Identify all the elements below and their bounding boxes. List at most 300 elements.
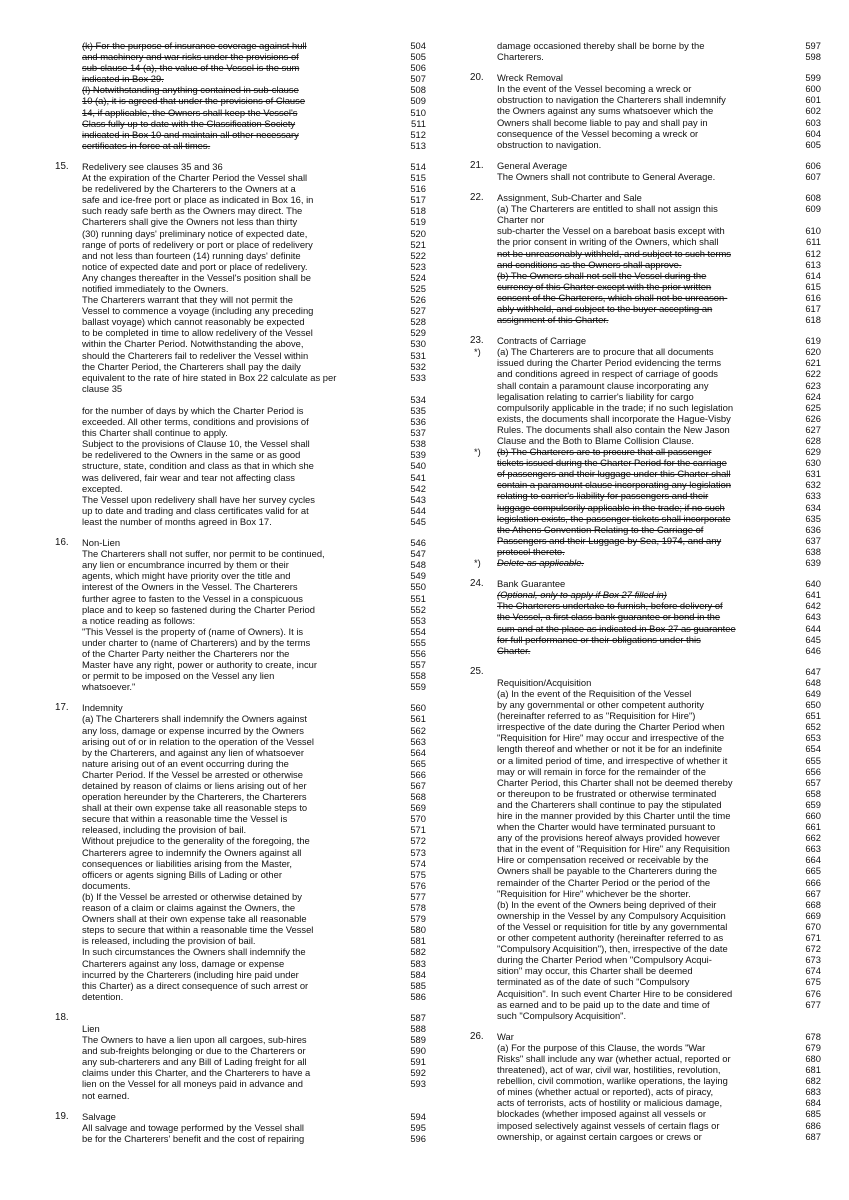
line-text: and not less than fourteen (14) running days' definite (82, 249, 301, 261)
text-line (497, 887, 821, 899)
line-text: and conditions agreed in respect of carriage of goods (497, 368, 718, 380)
line-text: not earned. (82, 1089, 130, 1101)
line-number: 672 (805, 943, 821, 955)
line-text: documents. (82, 879, 131, 891)
text-line (497, 687, 821, 699)
text-line (497, 214, 815, 225)
text-line (497, 138, 821, 150)
line-number: 620 (805, 346, 821, 358)
text-line (497, 876, 821, 888)
line-text: In such circumstances the Owners shall indemnify the (82, 946, 306, 958)
text-line (497, 379, 821, 391)
line-text: ownership in the Vessel by any Compulsory Acquisition (497, 909, 726, 921)
text-line (497, 976, 821, 988)
text-line (497, 490, 821, 502)
text-line (497, 247, 821, 259)
line-number: 671 (805, 932, 821, 944)
line-number: 626 (805, 412, 821, 424)
text-line (82, 869, 426, 880)
line-number: 581 (410, 935, 426, 947)
line-number: 560 (410, 702, 426, 714)
text-line (497, 501, 821, 513)
line-text: Class fully up to date with the Classification Society (82, 117, 296, 129)
line-text: assignment of this Charter. (497, 314, 609, 326)
line-text: irrespective of the date during the Charter Period when (497, 721, 725, 733)
text-line (497, 865, 821, 877)
text-line (82, 205, 426, 216)
line-text: rebellion, civil commotion, warlike operations, the laying (497, 1075, 728, 1087)
text-line (497, 479, 821, 491)
line-text: the Owners against any sums whatsoever which the (497, 105, 714, 117)
line-number: 565 (410, 757, 426, 769)
line-text: incurred by the Charterers (including hire paid under (82, 968, 299, 980)
line-text: that in the event of "Requisition for Hire" any Requisition (497, 843, 730, 855)
text-line (82, 361, 426, 372)
line-text: Charter. (497, 644, 531, 656)
clause-number: 24. (470, 578, 484, 590)
line-text: this Charter) as a direct consequence of such arrest or (82, 979, 309, 991)
text-line (82, 438, 426, 449)
clause-text (497, 192, 821, 326)
line-text: (a) The Charterers are to procure that all documents (497, 346, 714, 358)
line-number: 572 (410, 835, 426, 847)
line-text: hire in the manner provided by this Charter until the time (497, 810, 731, 821)
line-text: Indemnity (82, 702, 123, 714)
line-number: 512 (410, 128, 426, 140)
line-number: 537 (410, 427, 426, 439)
line-number: 513 (410, 139, 426, 151)
text-line (497, 545, 821, 557)
text-line (82, 902, 426, 913)
text-line (82, 73, 426, 84)
text-line (82, 637, 426, 648)
clause-number: 20. (470, 72, 484, 84)
line-text: "Compulsory Acquisition"), then, irrespective of the date (497, 943, 728, 955)
text-line (82, 769, 426, 780)
clause-block (470, 40, 821, 63)
line-text: Delete as applicable. (497, 557, 585, 569)
clause-text (497, 578, 821, 656)
line-text: indicated in Box 10 and maintain all other necessary (82, 128, 299, 140)
clause-block (55, 537, 426, 693)
text-line (497, 854, 821, 866)
line-text: The Owners shall not contribute to General Average. (497, 170, 716, 182)
line-text: or other competent authority (hereinafter referred to as (497, 932, 724, 944)
text-line (497, 987, 821, 999)
text-line (497, 346, 821, 358)
line-text: exceeded. All other terms, conditions and provisions of (82, 416, 309, 428)
text-line (497, 589, 821, 601)
clause-number: 15. (55, 160, 69, 172)
text-line (497, 357, 821, 369)
line-number: 546 (410, 537, 426, 549)
line-text: The Owners to have a lien upon all cargoes, sub-hires (82, 1034, 307, 1046)
line-text: legislation exists, the passenger tickets shall incorporate (497, 512, 731, 524)
text-line (497, 843, 821, 855)
line-number: 510 (410, 106, 426, 118)
line-number: 657 (805, 776, 821, 788)
line-text: safe and ice-free port or place as indicated in Box 16, in (82, 194, 314, 206)
line-text: compulsorily applicable in the trade; if no such legislation (497, 401, 734, 413)
line-text: indicated in Box 29. (82, 73, 164, 85)
line-number: 636 (805, 523, 821, 535)
line-number: 551 (410, 592, 426, 604)
line-text: blockades (whether imposed against all vessels or (497, 1108, 706, 1120)
text-line (497, 269, 821, 281)
line-text: Contracts of Carriage (497, 335, 587, 347)
line-number: 600 (805, 83, 821, 95)
line-text: ballast voyage) which cannot reasonably be expected (82, 316, 305, 328)
line-number: 653 (805, 732, 821, 744)
text-line (82, 51, 426, 62)
line-number: 535 (410, 405, 426, 416)
line-number: 656 (805, 765, 821, 777)
line-text: be for the Charterers' benefit and the cost of repairing (82, 1132, 305, 1144)
text-line (82, 350, 426, 361)
text-line (82, 228, 426, 239)
clause-text (82, 40, 426, 151)
clause-text (497, 335, 821, 569)
line-text: was delivered, fair wear and tear not affecting class (82, 471, 295, 483)
line-text: luggage compulsorily applicable in the trade; if no such (497, 501, 725, 513)
line-number: 542 (410, 482, 426, 494)
clause-number: 25. (470, 665, 484, 677)
line-text: "This Vessel is the property of (name of Owners). It is (82, 625, 304, 637)
line-number: 638 (805, 545, 821, 557)
line-text: steps to secure that within a reasonable time the Vessel (82, 924, 314, 936)
line-number: 650 (805, 699, 821, 711)
text-line (497, 998, 821, 1010)
text-line (497, 401, 821, 413)
line-text: The Charterers undertake to furnish, before delivery of (497, 600, 723, 612)
line-number: 515 (410, 172, 426, 184)
line-number: 622 (805, 368, 821, 380)
line-number: 562 (410, 724, 426, 736)
line-text: threatened), act of war, civil war, hostilities, revolution, (497, 1064, 721, 1076)
line-text: (30) running days' preliminary notice of expected date, (82, 227, 308, 239)
line-text: of the Vessel or requisition for title by any governmental (497, 920, 728, 932)
line-text: interest of the Owners in the Vessel. The Charterers (82, 581, 298, 593)
line-number: 667 (805, 887, 821, 899)
line-text: 10 (a), it is agreed that under the provisions of Clause (82, 95, 306, 107)
line-number: 578 (410, 902, 426, 914)
line-number: 683 (805, 1086, 821, 1098)
line-number: 582 (410, 946, 426, 958)
text-line (82, 405, 426, 416)
line-text: consequences or liabilities arising from the Master, (82, 857, 292, 869)
footnote-marker: *) (474, 557, 481, 569)
line-text: up to date and trading and class certificates valid for at (82, 504, 309, 516)
line-text: and the Charterers shall continue to pay the stipulated (497, 798, 722, 810)
line-text: Passengers and their Luggage by Sea, 1974, and any (497, 534, 722, 546)
line-text: reason of a claim or claims against the Owners, the (82, 902, 296, 914)
line-number: 585 (410, 979, 426, 991)
clause-block (470, 335, 821, 569)
text-line (497, 676, 821, 688)
line-text: damage occasioned thereby shall be borne by the (497, 40, 705, 51)
line-number: 554 (410, 625, 426, 637)
text-line (82, 935, 426, 946)
text-line (82, 593, 426, 604)
line-text: or permit to be imposed on the Vessel any lien (82, 670, 275, 682)
text-line (82, 559, 426, 570)
line-number: 623 (805, 379, 821, 391)
text-line (82, 1090, 426, 1101)
line-number: 646 (805, 644, 821, 656)
line-text: Acquisition". In such event Charter Hire to be considered (497, 987, 733, 999)
text-line (497, 557, 821, 569)
text-line (497, 633, 821, 645)
line-text: Without prejudice to the generality of the foregoing, the (82, 835, 310, 847)
line-text: range of ports of redelivery or port or place of redelivery (82, 238, 313, 250)
line-number: 590 (410, 1045, 426, 1057)
line-number: 663 (805, 843, 821, 855)
text-line (82, 980, 426, 991)
line-number: 596 (410, 1132, 426, 1144)
line-text: The Charterers shall not suffer, nor permit to be continued, (82, 548, 325, 560)
line-number: 564 (410, 746, 426, 758)
text-line (82, 239, 426, 250)
line-number: 675 (805, 976, 821, 988)
line-text: (b) If the Vessel be arrested or otherwise detained by (82, 890, 302, 902)
text-line (82, 40, 426, 51)
text-line (497, 72, 821, 84)
line-number: 593 (410, 1078, 426, 1090)
line-text: shall at their own expense take all reasonable steps to (82, 802, 308, 814)
text-line (497, 258, 821, 270)
text-line (82, 736, 426, 747)
line-number: 533 (410, 371, 426, 383)
text-line (497, 765, 821, 777)
line-text: lien on the Vessel for all moneys paid in advance and (82, 1078, 303, 1090)
text-line (497, 611, 821, 623)
text-line (497, 280, 821, 292)
footnote-marker: *) (474, 346, 481, 358)
clause-text (82, 1110, 426, 1144)
line-number: 528 (410, 316, 426, 328)
line-text: equivalent to the rate of hire stated in Box 22 calculate as per (82, 371, 337, 383)
line-number: 519 (410, 216, 426, 228)
line-text: and sub-freights belonging or due to the Charterers or (82, 1045, 306, 1057)
clause-block (470, 1030, 821, 1142)
line-text: claims under this Charter, and the Charterers to have a (82, 1067, 311, 1079)
line-number: 545 (410, 515, 426, 527)
text-line (82, 449, 426, 460)
text-line (497, 710, 821, 722)
text-line (497, 1075, 821, 1087)
line-text: ownership, or against certain cargoes or crews or (497, 1130, 702, 1142)
line-text: consent of the Charterers, which shall not be unreason- (497, 291, 728, 303)
text-line (82, 615, 426, 626)
clause-text (497, 1030, 821, 1142)
line-text: exists, the documents shall incorporate the Hague-Visby (497, 412, 731, 424)
line-number: 645 (805, 633, 821, 645)
line-number: 668 (805, 898, 821, 910)
text-line (82, 1056, 426, 1067)
text-line (82, 305, 426, 316)
line-text: when the Charter would have terminated pursuant to (497, 821, 716, 833)
line-number: 610 (805, 225, 821, 237)
line-text: Charterers shall give the Owners not less than thirty (82, 216, 298, 228)
line-text: agents, which might have priority over the title and (82, 570, 291, 582)
text-line (497, 965, 821, 977)
text-line (82, 1034, 426, 1045)
line-text: Risks" shall include any war (whether actual, reported or (497, 1052, 731, 1064)
text-line (82, 670, 426, 681)
line-number: 641 (805, 589, 821, 601)
text-line (497, 1064, 821, 1076)
text-line (82, 747, 426, 758)
text-line (497, 600, 821, 612)
text-line (497, 578, 821, 590)
line-text: relating to carrier's liability for passengers and their (497, 490, 709, 502)
text-line (497, 1041, 821, 1053)
line-number: 511 (411, 117, 426, 129)
text-line (497, 954, 821, 966)
line-text: released, including the provision of bail. (82, 824, 247, 836)
line-number: 549 (410, 570, 426, 582)
line-number: 621 (805, 357, 821, 369)
text-line (497, 203, 821, 215)
line-text: Hire or compensation received or receivable by the (497, 854, 709, 866)
text-line (497, 105, 821, 117)
line-text: protocol thereto. (497, 545, 565, 557)
line-text: (l) Notwithstanding anything contained in sub-clause (82, 84, 299, 96)
line-text: any sub-charterers and any Bill of Lading freight for all (82, 1056, 307, 1068)
line-text: The Charterers warrant that they will not permit the (82, 294, 294, 306)
line-number: 634 (805, 501, 821, 513)
text-line (82, 858, 426, 869)
text-line (82, 283, 426, 294)
line-number: 583 (410, 957, 426, 969)
text-line (82, 626, 426, 637)
line-text: to be completed in time to allow redelivery of the Vessel (82, 327, 313, 339)
line-text: any loss, damage or expense incurred by the Owners (82, 724, 304, 736)
clause-text (497, 72, 821, 150)
line-number: 633 (805, 490, 821, 502)
line-text: Any changes thereafter in the Vessel's position shall be (82, 271, 312, 283)
line-text: of the Charter Party neither the Charterers nor the (82, 647, 290, 659)
text-line (497, 943, 821, 955)
line-number: 530 (410, 338, 426, 350)
line-text: War (497, 1030, 514, 1042)
text-line (497, 798, 821, 810)
text-line (497, 335, 821, 347)
line-number: 504 (410, 40, 426, 51)
text-line (82, 250, 426, 261)
line-text: currency of this Charter except with the prior written (497, 280, 712, 292)
line-number: 660 (805, 810, 821, 821)
text-line (497, 116, 821, 128)
line-number: 655 (805, 754, 821, 766)
line-number: 525 (410, 282, 426, 294)
footnote-marker: *) (474, 446, 481, 458)
clause-text (82, 160, 426, 527)
line-number: 601 (805, 94, 821, 106)
line-number: 561 (410, 713, 426, 725)
line-number: 628 (805, 435, 821, 446)
line-text: remainder of the Charter Period or the period of the (497, 876, 711, 888)
line-number: 665 (805, 865, 821, 877)
text-line (82, 824, 426, 835)
text-line (82, 537, 426, 548)
text-line (82, 581, 426, 592)
line-text: "Requisition for Hire" whichever be the shorter. (497, 887, 691, 899)
line-text: be redelivered by the Charterers to the Owners at a (82, 183, 296, 195)
line-text: a notice reading as follows: (82, 614, 196, 626)
text-line (82, 338, 426, 349)
line-text: or a limited period of time, and irrespective of whether it (497, 754, 728, 766)
line-text: of passengers and their luggage under this Charter shall (497, 468, 731, 480)
line-text: terminated as of the date of such "Compulsory (497, 976, 690, 988)
text-line (82, 880, 426, 891)
text-line (82, 969, 426, 980)
right-column (470, 40, 821, 1152)
line-text: ably withheld, and subject to the buyer accepting an (497, 302, 713, 314)
line-number: 534 (410, 393, 426, 405)
clause-block (470, 578, 821, 656)
text-line (497, 810, 821, 821)
line-number: 598 (805, 51, 821, 63)
line-number: 508 (410, 84, 426, 96)
text-line (497, 468, 821, 480)
text-line (497, 51, 821, 63)
line-number: 602 (805, 105, 821, 117)
text-line (497, 1130, 821, 1142)
line-text: by the Charterers, and against any lien of whatsoever (82, 746, 305, 758)
line-text: and conditions as the Owners shall approve. (497, 258, 682, 270)
line-text: officers or agents signing Bills of Lading or other (82, 868, 282, 880)
line-number: 569 (410, 802, 426, 814)
text-line (497, 898, 821, 910)
text-line (82, 383, 426, 394)
clause-block (55, 160, 426, 527)
line-number: 539 (410, 449, 426, 461)
line-text: sum and at the place as indicated in Box 27 as guarantee (497, 622, 736, 634)
line-number: 627 (805, 423, 821, 435)
line-text: acts of terrorists, acts of hostility or malicious damage, (497, 1097, 723, 1109)
line-text: 14, if applicable, the Owners shall keep the Vessel's (82, 106, 298, 118)
line-text: shall contain a paramount clause incorporating any (497, 379, 709, 391)
line-number: 550 (410, 581, 426, 593)
line-text: contain a paramount clause incorporating any legislation (497, 479, 731, 491)
text-line (82, 835, 426, 846)
line-text: as earned and to be paid up to the date and time of (497, 998, 710, 1010)
line-text: of mines (whether actual or reported), acts of piracy, (497, 1086, 714, 1098)
line-text: At the expiration of the Charter Period the Vessel shall (82, 172, 308, 184)
line-number: 586 (410, 990, 426, 1002)
line-text: Lien (82, 1022, 100, 1034)
line-number: 605 (805, 138, 821, 150)
text-line (82, 991, 426, 1002)
line-text: for full performance or their obligations under this (497, 633, 701, 645)
line-number: 678 (805, 1030, 821, 1042)
line-number: 580 (410, 924, 426, 936)
line-text: Master have any right, power or authority to create, incur (82, 659, 318, 671)
clause-text (82, 537, 426, 693)
line-number: 676 (805, 987, 821, 999)
line-number: 637 (805, 534, 821, 546)
text-line (497, 1052, 821, 1064)
text-line (82, 483, 426, 494)
text-line (82, 659, 426, 670)
line-number: 579 (410, 913, 426, 925)
line-text: consequence of the Vessel becoming a wreck or (497, 127, 699, 139)
line-number: 613 (805, 258, 821, 270)
line-number: 577 (410, 890, 426, 902)
line-text: Charterers. (497, 51, 544, 63)
line-text: "Requisition for Hire" may occur and irrespective of the (497, 732, 725, 744)
